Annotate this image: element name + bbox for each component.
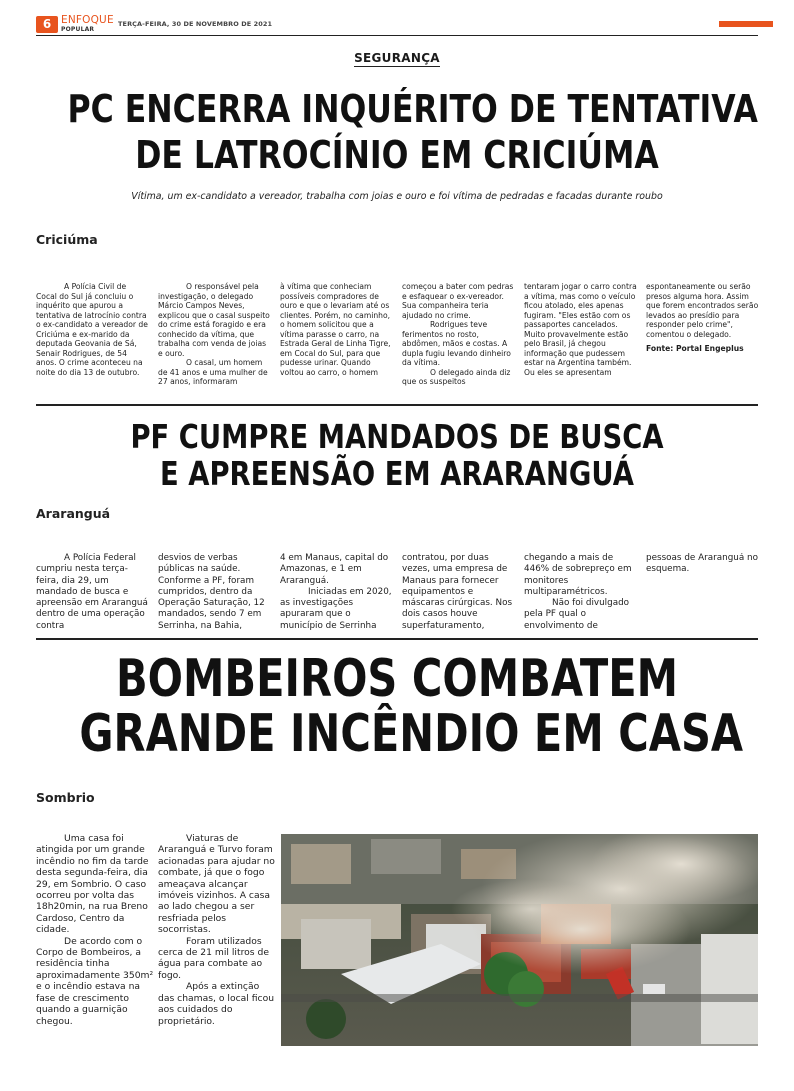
article2-location: Araranguá (36, 506, 111, 521)
article3-location: Sombrio (36, 790, 95, 805)
article2-headline: PF CUMPRE MANDADOS DE BUSCA E APREENSÃO EM ARARANGUÁ (130, 417, 664, 493)
page-number: 6 (36, 16, 58, 33)
article2-column-3: 4 em Manaus, capital do Amazonas, e 1 em Araranguá. Iniciadas em 2020, as investigações apuraram que o município de Serrinha (280, 553, 392, 631)
article3-column-1: Uma casa foi atingida por um grande incêndio no fim da tarde desta segunda-feira, dia 29, em Sombrio. O caso ocorreu por volta das 18h20min, na rua Breno Cardoso, Centro da cidade. De acordo com o Corpo de Bombeiros, a residência tinha aproximadamente 350m² e o incêndio estava na fase de crescimento quando a guarnição chegou. (36, 833, 154, 1027)
article1-source: Fonte: Portal Engeplus (646, 344, 744, 353)
article1-column-6: espontaneamente ou serão presos alguma hora. Assim que forem encontrados serão levados ao presídio para responder pelo crime", comentou o delegado. Fonte: Portal Engeplus (646, 282, 759, 353)
section-divider (36, 638, 758, 640)
article1-column-1: A Polícia Civil de Cocal do Sul já concluiu o inquérito que apurou a tentativa de latrocínio contra o ex-candidato a vereador de Criciúma e ex-marido da deputada Geovania de Sá, Senair Rodrigues, de 54 anos. O crime aconteceu na noite do dia 13 de outubro. (36, 282, 148, 377)
fire-aerial-photo (281, 834, 758, 1046)
section-label: SEGURANÇA (354, 51, 440, 65)
brand-subtitle: POPULAR (61, 26, 95, 33)
article1-location: Criciúma (36, 232, 98, 247)
article1-headline: PC ENCERRA INQUÉRITO DE TENTATIVA DE LATROCÍNIO EM CRICIÚMA (67, 87, 758, 177)
article1-subheadline: Vítima, um ex-candidato a vereador, trabalha com joias e ouro e foi vítima de pedradas e facadas durante roubo (131, 191, 663, 202)
article3-column-2: Viaturas de Araranguá e Turvo foram acionadas para ajudar no combate, já que o fogo ameaçava alcançar imóveis vizinhos. A casa ao lado chegou a ser resfriada pelos socorristas. Foram utilizados cerca de 21 mil litros de água para combate ao fogo. Após a extinção das chamas, o local ficou aos cuidados do proprietário. (158, 833, 275, 1027)
article3-headline: BOMBEIROS COMBATEM GRANDE INCÊNDIO EM CASA (79, 649, 744, 764)
brand-logo: ENFOQUE (61, 14, 114, 26)
article2-column-6: pessoas de Araranguá no esquema. (646, 553, 759, 575)
edition-date: TERÇA-FEIRA, 30 DE NOVEMBRO DE 2021 (118, 20, 273, 28)
header-rule (36, 35, 758, 36)
article1-column-5: tentaram jogar o carro contra a vítima, mas como o veículo ficou atolado, eles apenas fugiram. "Eles estão com os passaportes cancelados. Muito provavelmente estão pelo Brasil, já chegou informação que pudessem estar na Argentina também. Ou eles se apresentam (524, 282, 637, 377)
article1-column-2: O responsável pela investigação, o delegado Márcio Campos Neves, explicou que o casal suspeito do crime está foragido e era conhecido da vítima, que trabalha com venda de joias e ouro. O casal, um homem de 41 anos e uma mulher de 27 anos, informaram (158, 282, 270, 386)
article2-column-5: chegando a mais de 446% de sobrepreço em monitores multiparamétricos. Não foi divulgado pela PF qual o envolvimento de (524, 553, 632, 631)
header-accent-bar (719, 21, 773, 27)
section-divider (36, 404, 758, 406)
article1-column-4: começou a bater com pedras e esfaquear o ex-vereador. Sua companheira teria ajudado no crime. Rodrigues teve ferimentos no rosto, abdômen, mãos e costas. A dupla fugiu levando dinheiro da vítima. O delegado ainda diz que os suspeitos (402, 282, 514, 386)
article1-column-3: à vítima que conheciam possíveis compradores de ouro e que o levariam até os clientes. Porém, no caminho, o homem solicitou que a vítima parasse o carro, na Estrada Geral de Linha Tigre, em Cocal do Sul, para que pudesse urinar. Quando voltou ao carro, o homem (280, 282, 391, 377)
article2-column-2: desvios de verbas públicas na saúde. Conforme a PF, foram cumpridos, dentro da Operação Saturação, 12 mandados, sendo 7 em Serrinha, na Bahia, (158, 553, 265, 631)
article2-column-1: A Polícia Federal cumpriu nesta terça-feira, dia 29, um mandado de busca e apreensão em Araranguá dentro de uma operação contra (36, 553, 148, 631)
article2-column-4: contratou, por duas vezes, uma empresa de Manaus para fornecer equipamentos e máscaras cirúrgicas. Nos dois casos houve superfaturamento, (402, 553, 513, 631)
